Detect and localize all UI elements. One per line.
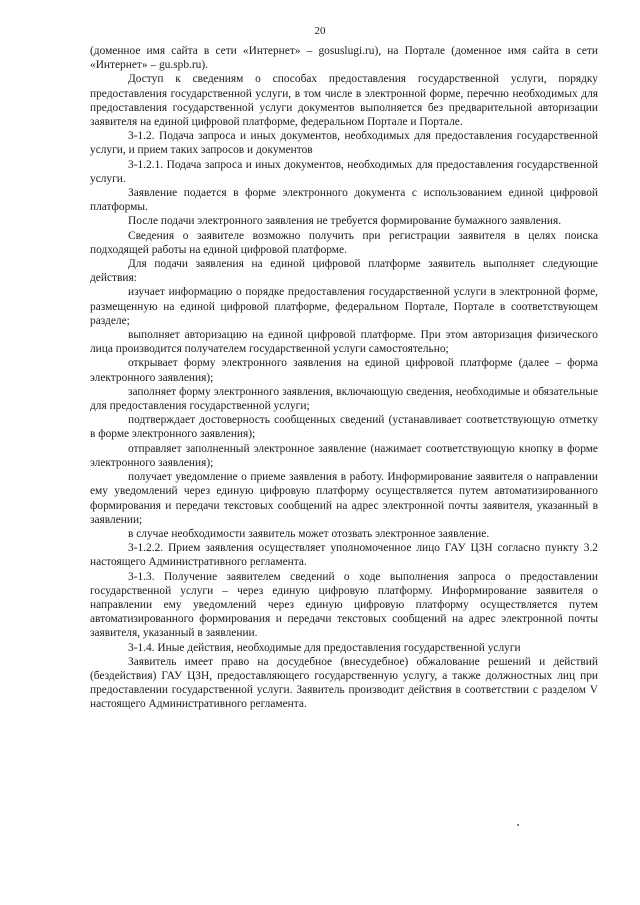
paragraph-appeal-rights: Заявитель имеет право на досудебное (внесудебное) обжалование решений и действий (бездействия) ГАУ ЦЗН, предоставляющего государственную услугу, а также должностных лиц при предоставлении государственной услуги. Заявитель производит действия в соответствии с разделом V настоящего Административного регламента. [90, 655, 598, 711]
action-item-authorize: выполняет авторизацию на единой цифровой платформе. При этом авторизация физического лица производится получателем государственной услуги самостоятельно; [90, 329, 598, 356]
section-3-1-3: 3-1.3. Получение заявителем сведений о ходе выполнения запроса о предоставлении государственной услуги – через единую цифровую платформу. Информирование заявителя о направлении ему уведомлений через единую цифровую платформу осуществляется путем автоматизированного формирования и передачи текстовых сообщений на адрес электронной почты заявителя, указанный в заявлении. [90, 570, 598, 640]
action-item-submit: отправляет заполненный электронное заявление (нажимает соответствующую кнопку в форме электронного заявления); [90, 442, 598, 469]
paragraph-applicant-info: Сведения о заявителе возможно получить при регистрации заявителя в целях поиска подходящей работы на единой цифровой платформе. [90, 229, 598, 256]
paragraph-continuation: (доменное имя сайта в сети «Интернет» – gosuslugi.ru), на Портале (доменное имя сайта в сети «Интернет» – gu.spb.ru). [90, 45, 598, 72]
action-item-withdraw: в случае необходимости заявитель может отозвать электронное заявление. [128, 527, 490, 540]
action-item-open-form: открывает форму электронного заявления на единой цифровой платформе (далее – форма электронного заявления); [90, 357, 598, 384]
action-item-study: изучает информацию о порядке предоставления государственной услуги в электронной форме, размещенную на единой цифровой платформе, федеральном Портале, Портале в соответствующем разделе; [90, 286, 598, 327]
action-item-confirm: подтверждает достоверность сообщенных сведений (устанавливает соответствующую отметку в форме электронного заявления); [90, 414, 598, 441]
paragraph-access-info: Доступ к сведениям о способах предоставления государственной услуги, порядку предоставления государственной услуги, в том числе в электронной форме, перечню необходимых для предоставления государственной услуги документов выполняется без предварительной авторизации заявителя на единой цифровой платформе, федеральном Портале и Портале. [90, 73, 598, 129]
section-3-1-4-heading: 3-1.4. Иные действия, необходимые для предоставления государственной услуги [128, 641, 521, 654]
section-3-1-2-heading: 3-1.2. Подача запроса и иных документов, необходимых для предоставления государственной услуги, и прием таких запросов и документов [90, 130, 598, 157]
action-item-fill-form: заполняет форму электронного заявления, включающую сведения, необходимые и обязательные для предоставления государственной услуги; [90, 385, 598, 413]
paragraph-no-paper: После подачи электронного заявления не требуется формирование бумажного заявления. [128, 215, 562, 228]
paragraph-actions-intro: Для подачи заявления на единой цифровой платформе заявитель выполняет следующие действия: [90, 258, 598, 285]
paragraph-electronic-form: Заявление подается в форме электронного документа с использованием единой цифровой платформы. [90, 187, 598, 214]
document-body [90, 44, 598, 712]
section-3-1-2-1-heading: 3-1.2.1. Подача запроса и иных документов, необходимых для предоставления государственной услуги. [90, 158, 598, 185]
scan-mark [517, 824, 519, 826]
section-3-1-2-2: 3-1.2.2. Прием заявления осуществляет уполномоченное лицо ГАУ ЦЗН согласно пункту 3.2 настоящего Административного регламента. [90, 542, 598, 569]
page-number: 20 [314, 25, 326, 37]
action-item-notification: получает уведомление о приеме заявления в работу. Информирование заявителя о направлении ему уведомлений через единую цифровую платформу осуществляется путем автоматизированного формирования и передачи текстовых сообщений на адрес электронной почты заявителя, указанный в заявлении; [90, 471, 598, 526]
